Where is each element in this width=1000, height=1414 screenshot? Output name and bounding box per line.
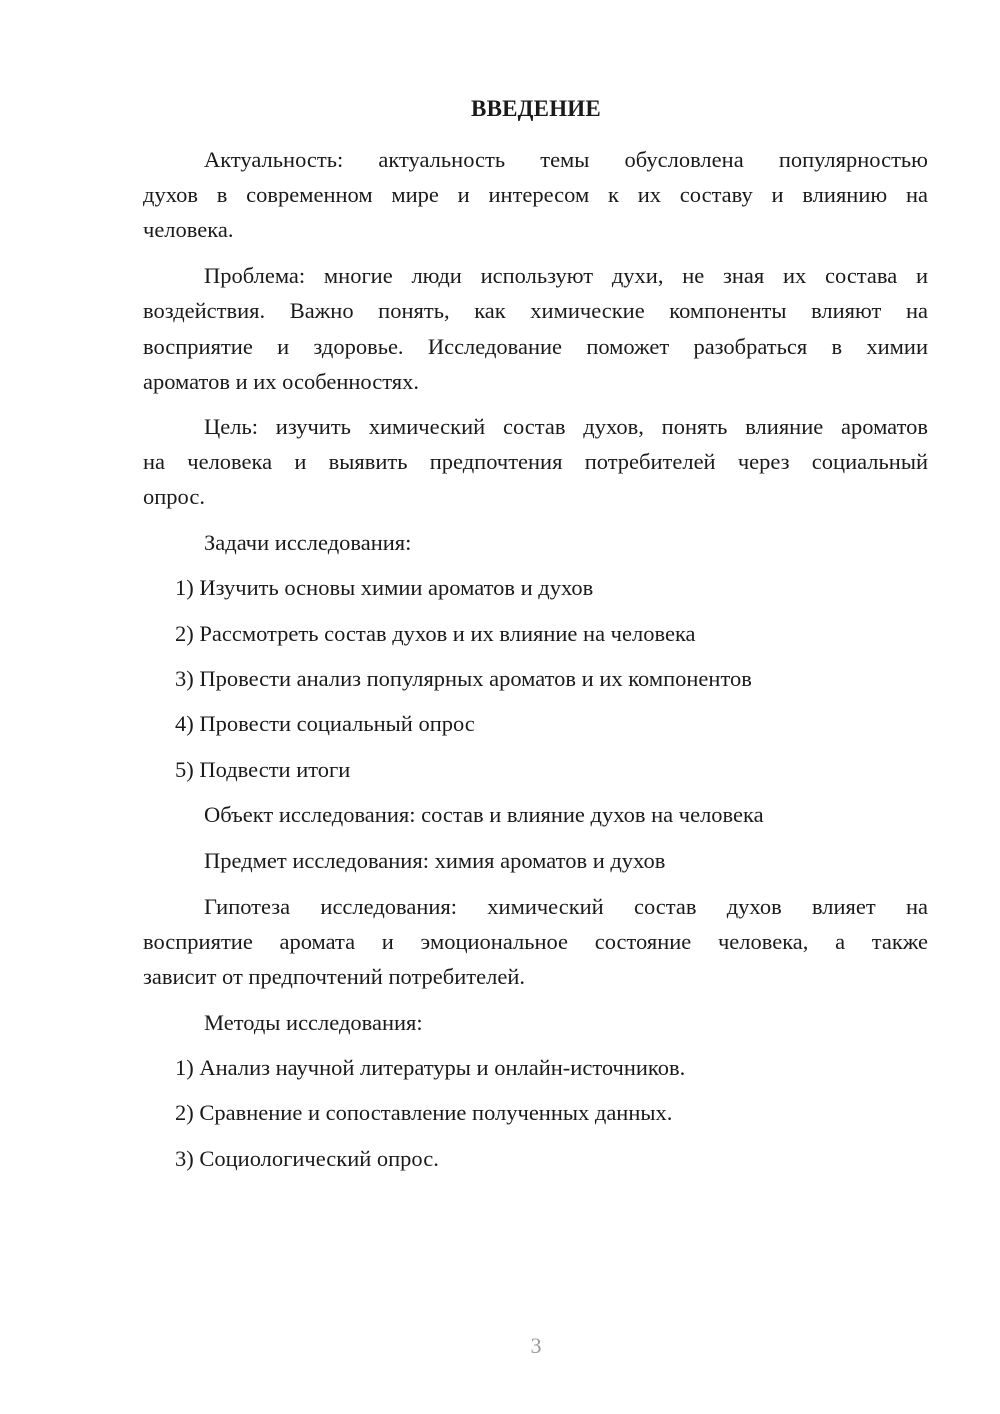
methods-heading: Методы исследования: (204, 1010, 423, 1035)
problem-line-4: ароматов и их особенностях. (143, 369, 419, 394)
task-item: 1) Изучить основы химии ароматов и духов (175, 575, 594, 600)
page-number: 3 (530, 1333, 542, 1358)
method-item: 2) Сравнение и сопоставление полученных данных. (175, 1100, 673, 1125)
task-item: 4) Провести социальный опрос (175, 711, 475, 736)
hypothesis-line-1: Гипотеза исследования: химический состав духов влияет на (204, 894, 928, 919)
goal-line-1: Цель: изучить химический состав духов, понять влияние ароматов (204, 414, 928, 439)
method-item: 3) Социологический опрос. (175, 1146, 439, 1171)
hypothesis-line-2: восприятие аромата и эмоциональное состояние человека, а также (143, 929, 928, 954)
hypothesis-line-3: зависит от предпочтений потребителей. (143, 964, 525, 989)
relevance-line-3: человека. (143, 217, 234, 242)
problem-line-1: Проблема: многие люди используют духи, не зная их состава и (204, 263, 928, 288)
problem-line-2: воздействия. Важно понять, как химические компоненты влияют на (143, 298, 928, 323)
task-item: 2) Рассмотреть состав духов и их влияние на человека (175, 621, 696, 646)
goal-line-2: на человека и выявить предпочтения потребителей через социальный (143, 449, 928, 474)
task-item: 3) Провести анализ популярных ароматов и их компонентов (175, 666, 752, 691)
tasks-heading: Задачи исследования: (204, 530, 412, 555)
goal-line-3: опрос. (143, 484, 205, 509)
relevance-line-1: Актуальность: актуальность темы обусловлена популярностью (204, 147, 928, 172)
task-item: 5) Подвести итоги (175, 757, 351, 782)
method-item: 1) Анализ научной литературы и онлайн-источников. (175, 1055, 686, 1080)
research-object: Объект исследования: состав и влияние духов на человека (204, 802, 764, 827)
research-subject: Предмет исследования: химия ароматов и духов (204, 848, 666, 873)
problem-line-3: восприятие и здоровье. Исследование поможет разобраться в химии (143, 334, 928, 359)
relevance-line-2: духов в современном мире и интересом к их составу и влиянию на (143, 182, 928, 207)
page-title: ВВЕДЕНИЕ (471, 96, 601, 121)
